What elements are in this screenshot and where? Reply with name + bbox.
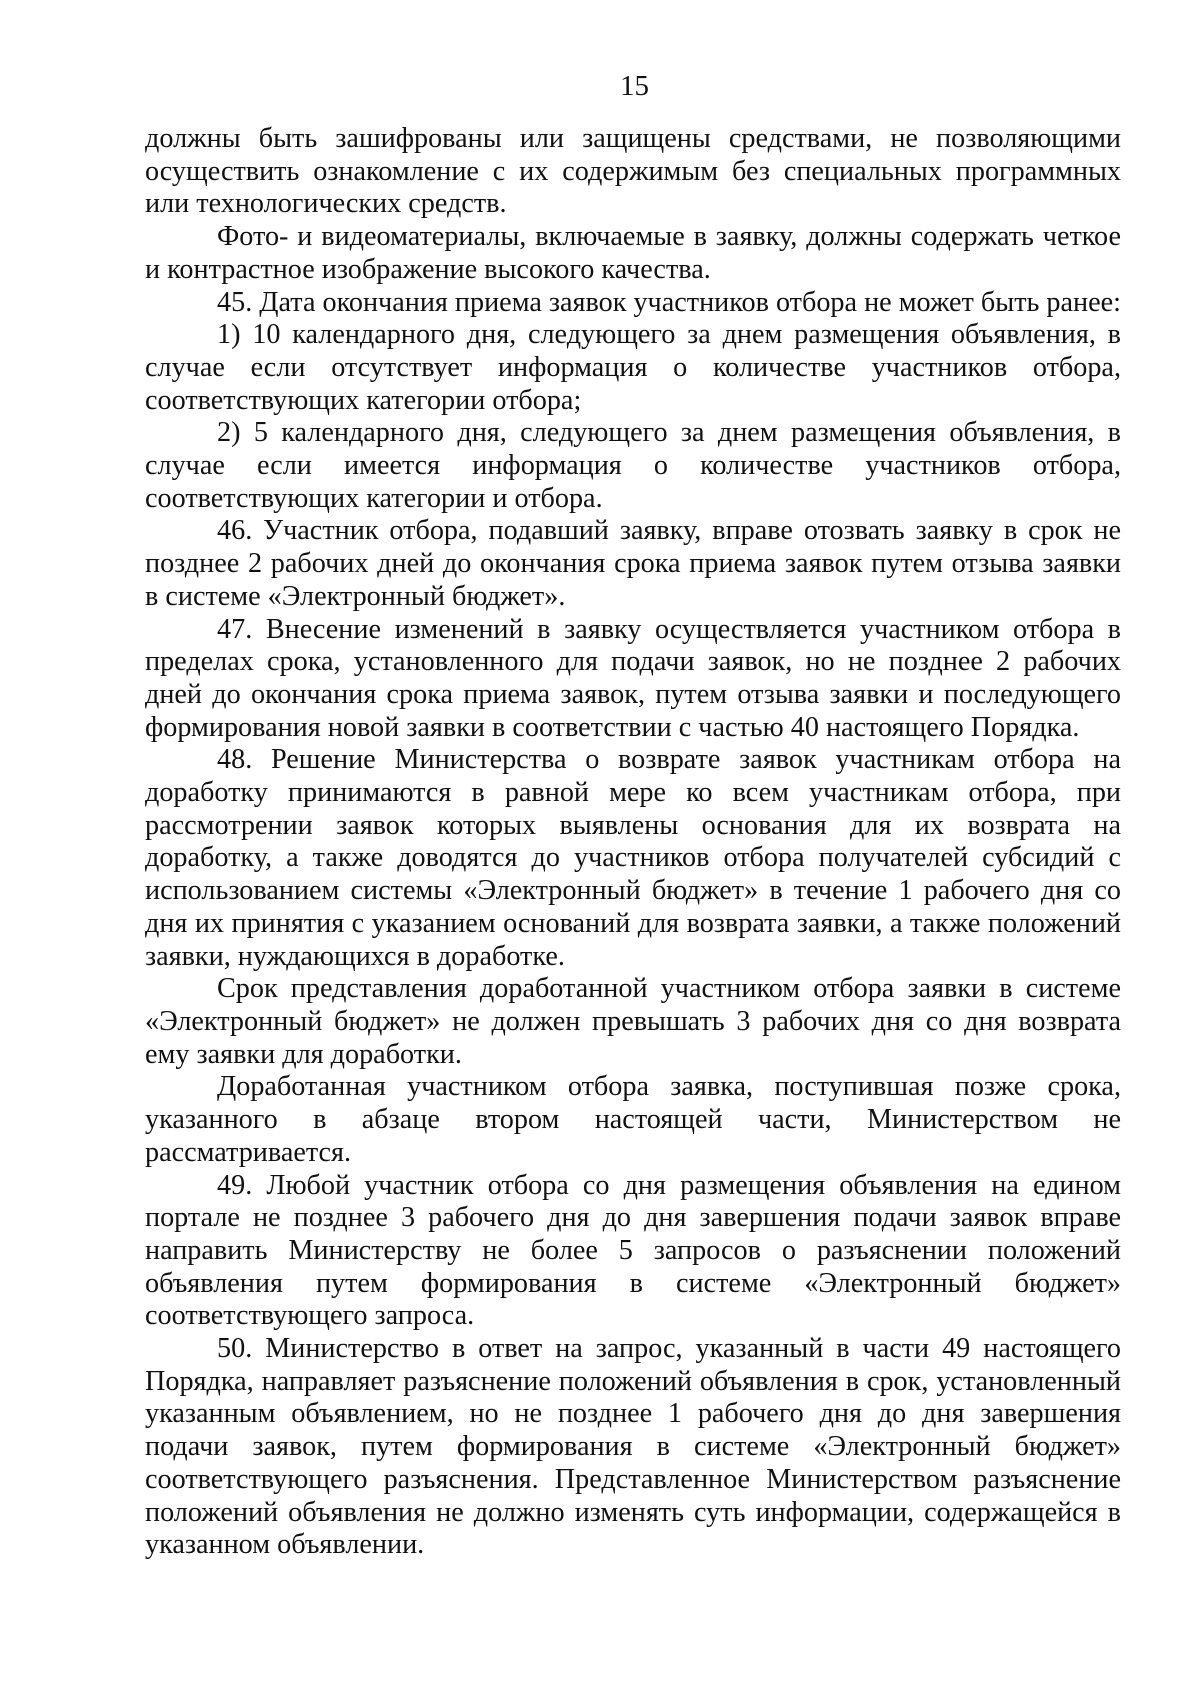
paragraph-46: 46. Участник отбора, подавший заявку, вправе отозвать заявку в срок не позднее 2 рабочих дней до окончания срока приема заявок путем отзыва заявки в системе «Электронный бюджет». [145, 515, 1121, 612]
page-number: 15 [620, 70, 649, 102]
paragraph-50: 50. Министерство в ответ на запрос, указанный в части 49 настоящего Порядка, направляет разъяснение положений объявления в срок, установленный указанным объявлением, но не позднее 1 рабочего дня до дня завершения подачи заявок, путем формирования в системе «Электронный бюджет» соответствующего разъяснения. Представленное Министерством разъяснение положений объявления не должно изменять суть информации, содержащейся в указанном объявлении. [145, 1333, 1121, 1561]
document-body [145, 123, 1121, 1562]
paragraph-48: 48. Решение Министерства о возврате заявок участникам отбора на доработку принимаются в равной мере ко всем участникам отбора, при рассмотрении заявок которых выявлены основания для их возврата на доработку, а также доводятся до участников отбора получателей субсидий с использованием системы «Электронный бюджет» в течение 1 рабочего дня со дня их принятия с указанием оснований для возврата заявки, а также положений заявки, нуждающихся в доработке. [145, 744, 1121, 972]
paragraph-45-item-2: 2) 5 календарного дня, следующего за днем размещения объявления, в случае если имеется информация о количестве участников отбора, соответствующих категории и отбора. [145, 417, 1121, 514]
paragraph-45: 45. Дата окончания приема заявок участников отбора не может быть ранее: [217, 286, 1121, 318]
paragraph-49: 49. Любой участник отбора со дня размещения объявления на едином портале не позднее 3 рабочего дня до дня завершения подачи заявок вправе направить Министерству не более 5 запросов о разъяснении положений объявления путем формирования в системе «Электронный бюджет» соответствующего запроса. [145, 1169, 1121, 1332]
paragraph-media-requirements: Фото- и видеоматериалы, включаемые в заявку, должны содержать четкое и контрастное изображение высокого качества. [145, 221, 1121, 285]
paragraph-48-late-submission: Доработанная участником отбора заявка, поступившая позже срока, указанного в абзаце втором настоящей части, Министерством не рассматривается. [145, 1071, 1121, 1168]
paragraph-47: 47. Внесение изменений в заявку осуществляется участником отбора в пределах срока, установленного для подачи заявок, но не позднее 2 рабочих дней до окончания срока приема заявок, путем отзыва заявки и последующего формирования новой заявки в соответствии с частью 40 настоящего Порядка. [145, 613, 1121, 743]
paragraph-continuation: должны быть зашифрованы или защищены средствами, не позволяющими осуществить ознакомление с их содержимым без специальных программных или технологических средств. [145, 123, 1121, 220]
paragraph-45-item-1: 1) 10 календарного дня, следующего за днем размещения объявления, в случае если отсутствует информация о количестве участников отбора, соответствующих категории отбора; [145, 319, 1121, 416]
paragraph-48-deadline: Срок представления доработанной участником отбора заявки в системе «Электронный бюджет» не должен превышать 3 рабочих дня со дня возврата ему заявки для доработки. [145, 973, 1121, 1070]
